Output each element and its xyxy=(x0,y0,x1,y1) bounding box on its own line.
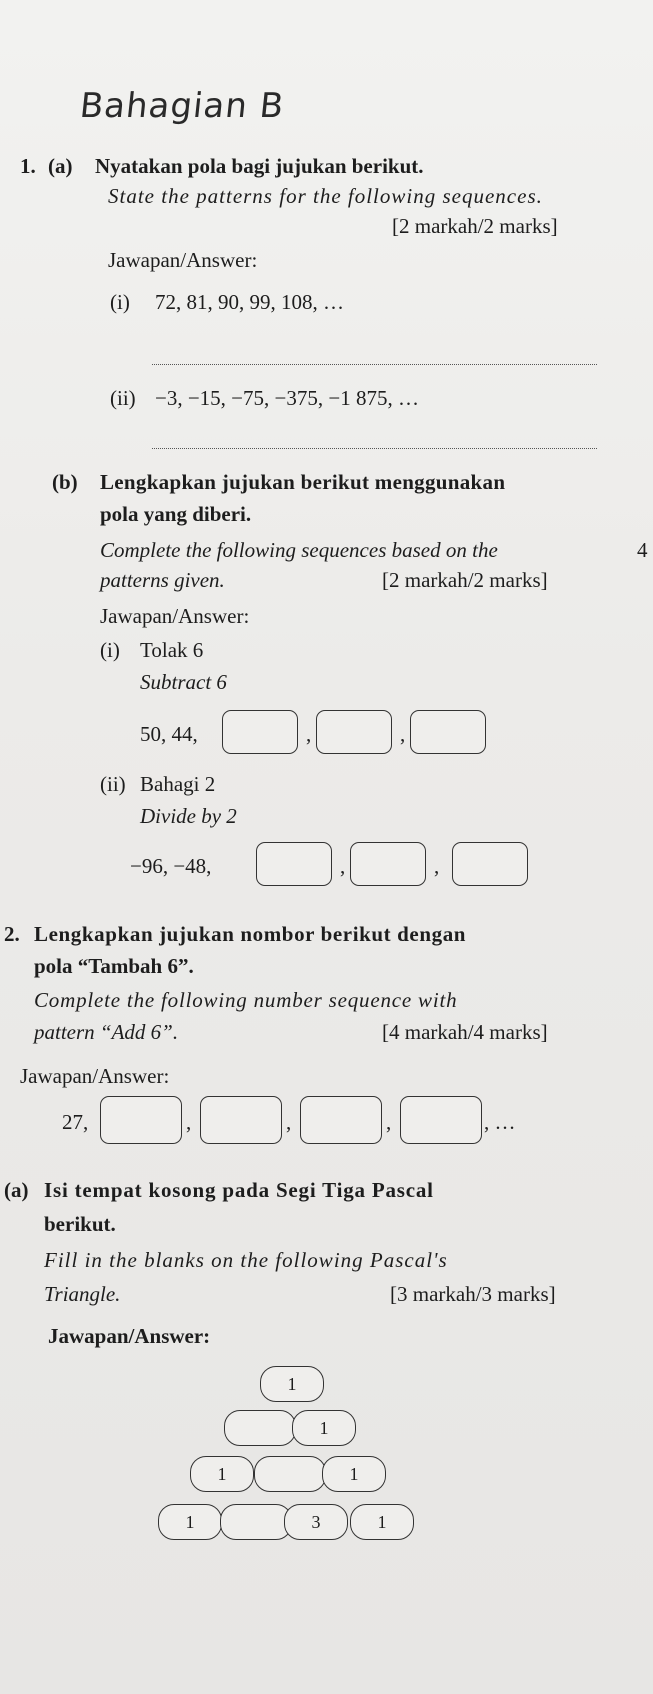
q1b-i-label: (i) xyxy=(100,638,120,662)
comma: , xyxy=(340,854,346,878)
q1b-ii-answer-box-1[interactable] xyxy=(256,842,332,886)
q1b-text-ms-1: Lengkapkan jujukan berikut menggunakan xyxy=(100,470,506,494)
q1b-answer-label: Jawapan/Answer: xyxy=(100,604,250,628)
q2-text-ms-2: pola “Tambah 6”. xyxy=(34,954,194,978)
q3a-text-ms-2: berikut. xyxy=(44,1212,116,1236)
q2-answer-box-2[interactable] xyxy=(200,1096,282,1144)
q2-text-ms-1: Lengkapkan jujukan nombor berikut dengan xyxy=(34,922,467,946)
q2-text-en-2: pattern “Add 6”. xyxy=(34,1020,179,1044)
q2-answer-box-3[interactable] xyxy=(300,1096,382,1144)
q1a-text-ms: Nyatakan pola bagi jujukan berikut. xyxy=(95,154,424,178)
q1b-marks: [2 markah/2 marks] xyxy=(382,568,548,592)
q3a-text-ms-1: Isi tempat kosong pada Segi Tiga Pascal xyxy=(44,1178,434,1202)
q2-answer-box-4[interactable] xyxy=(400,1096,482,1144)
q1b-ii-pattern-ms: Bahagi 2 xyxy=(140,772,216,796)
q1a-ii-answer-line[interactable] xyxy=(152,448,597,449)
q1a-ii-sequence: −3, −15, −75, −375, −1 875, … xyxy=(155,386,419,410)
q2-marks: [4 markah/4 marks] xyxy=(382,1020,548,1044)
q2-answer-box-1[interactable] xyxy=(100,1096,182,1144)
q1b-label: (b) xyxy=(52,470,78,494)
q1b-i-pattern-en: Subtract 6 xyxy=(140,670,227,694)
q1b-ii-answer-box-2[interactable] xyxy=(350,842,426,886)
pascal-row3-blank-cell[interactable] xyxy=(254,1456,326,1492)
q2-ellipsis: , … xyxy=(484,1110,516,1134)
q1b-i-pattern-ms: Tolak 6 xyxy=(140,638,204,662)
q1b-i-answer-box-2[interactable] xyxy=(316,710,392,754)
pascal-row2-cell2: 1 xyxy=(292,1410,356,1446)
q1a-i-sequence: 72, 81, 90, 99, 108, … xyxy=(155,290,344,314)
q1a-text-en: State the patterns for the following sequences. xyxy=(108,184,543,208)
comma: , xyxy=(186,1110,192,1134)
q1b-text-en-2: patterns given. xyxy=(100,568,225,592)
q1b-ii-answer-box-3[interactable] xyxy=(452,842,528,886)
comma: , xyxy=(400,722,406,746)
q1b-i-sequence: 50, 44, xyxy=(140,722,198,746)
q2-number: 2. xyxy=(4,922,20,946)
q1b-i-answer-box-1[interactable] xyxy=(222,710,298,754)
q1a-marks: [2 markah/2 marks] xyxy=(392,214,558,238)
q1a-i-label: (i) xyxy=(110,290,130,314)
comma: , xyxy=(306,722,312,746)
pascal-row4-cell3: 3 xyxy=(284,1504,348,1540)
q1b-ii-label: (ii) xyxy=(100,772,126,796)
q3a-marks: [3 markah/3 marks] xyxy=(390,1282,556,1306)
q1a-i-answer-line[interactable] xyxy=(152,364,597,365)
comma: , xyxy=(434,854,440,878)
q1b-ii-pattern-en: Divide by 2 xyxy=(140,804,237,828)
pascal-row4-cell4: 1 xyxy=(350,1504,414,1540)
handwritten-title: Bahagian B xyxy=(77,86,287,126)
q1a-answer-label: Jawapan/Answer: xyxy=(108,248,258,272)
q1-number: 1. xyxy=(20,154,36,178)
q3a-label: (a) xyxy=(4,1178,29,1202)
q1b-ii-sequence: −96, −48, xyxy=(130,854,212,878)
q1b-text-ms-2: pola yang diberi. xyxy=(100,502,252,526)
q3a-text-en-2: Triangle. xyxy=(44,1282,121,1306)
pascal-row4-blank-cell[interactable] xyxy=(220,1504,292,1540)
pascal-row3-cell1: 1 xyxy=(190,1456,254,1492)
pascal-row4-cell1: 1 xyxy=(158,1504,222,1540)
q3a-answer-label: Jawapan/Answer: xyxy=(48,1324,211,1348)
q1b-text-en-1: Complete the following sequences based on the xyxy=(100,538,498,562)
pascal-row3-cell3: 1 xyxy=(322,1456,386,1492)
comma: , xyxy=(286,1110,292,1134)
q2-answer-label: Jawapan/Answer: xyxy=(20,1064,170,1088)
side-number: 4 xyxy=(637,538,648,562)
pascal-row1-cell1: 1 xyxy=(260,1366,324,1402)
q1a-label: (a) xyxy=(48,154,73,178)
q2-text-en-1: Complete the following number sequence with xyxy=(34,988,458,1012)
q1a-ii-label: (ii) xyxy=(110,386,136,410)
comma: , xyxy=(386,1110,392,1134)
q1b-i-answer-box-3[interactable] xyxy=(410,710,486,754)
q2-sequence-start: 27, xyxy=(62,1110,89,1134)
pascal-row2-blank-cell[interactable] xyxy=(224,1410,296,1446)
q3a-text-en-1: Fill in the blanks on the following Pascal's xyxy=(44,1248,448,1272)
